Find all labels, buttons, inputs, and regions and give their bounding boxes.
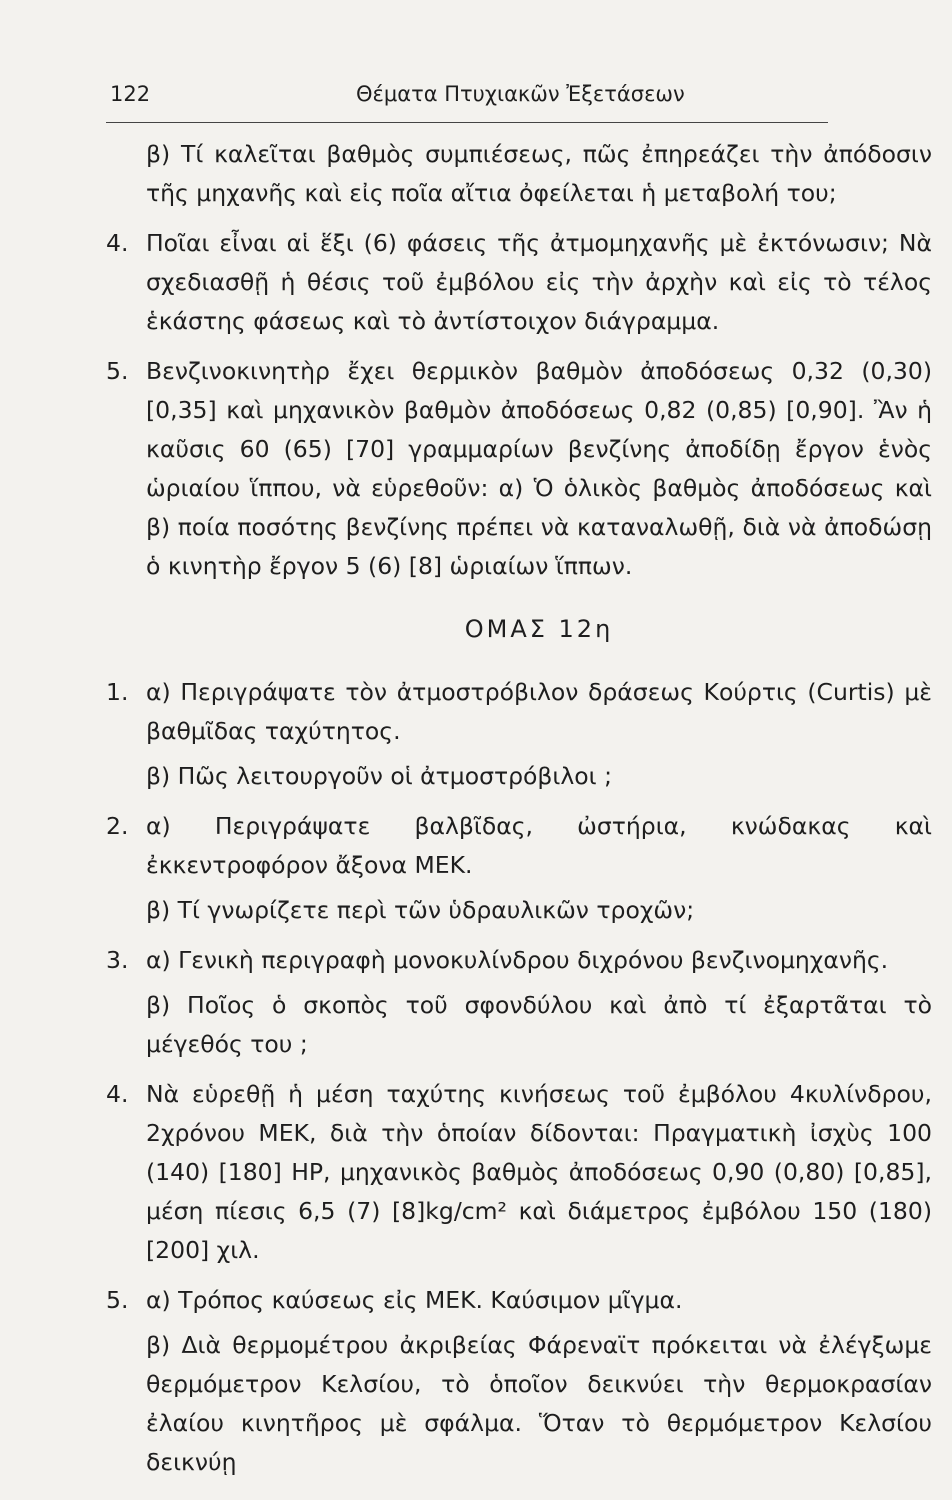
question-number: 5. [106, 357, 129, 385]
question-part: β) Πῶς λειτουργοῦν οἱ ἀτμοστρόβιλοι ; [146, 762, 613, 790]
page-header [108, 78, 828, 110]
question-item [106, 941, 932, 1064]
section-heading: ΟΜΑΣ 12η [464, 615, 614, 643]
body-text [106, 135, 932, 1493]
page-number: 122 [110, 82, 151, 106]
question-text: Βενζινοκινητὴρ ἔχει θερμικὸν βαθμὸν ἀποδόσεως 0,32 (0,30) [0,35] καὶ μηχανικὸν βαθμὸν ἀποδόσεως 0,82 (0,85) [0,90]. Ἂν ἡ καῦσις 60 (65) [70] γραμμαρίων βενζίνης ἀποδίδῃ ἔργον ἑνὸς ὡριαίου ἵππου, νὰ εὑρεθοῦν: α) Ὁ ὁλικὸς βαθμὸς ἀποδόσεως καὶ β) ποία ποσότης βενζίνης πρέπει νὰ καταναλωθῇ, διὰ νὰ ἀποδώσῃ ὁ κινητὴρ ἔργον 5 (6) [8] ὡριαίων ἵππων. [146, 357, 932, 580]
question-number: 4. [106, 1080, 129, 1108]
question-text: Νὰ εὑρεθῇ ἡ μέση ταχύτης κινήσεως τοῦ ἐμβόλου 4κυλίνδρου, 2χρόνου ΜΕΚ, διὰ τὴν ὁποίαν δίδονται: Πραγματικὴ ἰσχὺς 100 (140) [180] HP, μηχανικὸς βαθμὸς ἀποδόσεως 0,90 (0,80) [0,85], μέση πίεσις 6,5 (7) [8]kg/cm² καὶ διάμετρος ἐμβόλου 150 (180) [200] χιλ. [146, 1080, 932, 1264]
continued-question: β) Τί καλεῖται βαθμὸς συμπιέσεως, πῶς ἐπηρεάζει τὴν ἀπόδοσιν τῆς μηχανῆς καὶ εἰς ποῖα αἴτια ὀφείλεται ἡ μεταβολή του; [146, 140, 932, 207]
question-number: 3. [106, 946, 129, 974]
question-part: α) Περιγράψατε βαλβῖδας, ὠστήρια, κνώδακας καὶ ἐκκεντροφόρον ἄξονα ΜΕΚ. [146, 812, 932, 879]
question-part: β) Διὰ θερμομέτρου ἀκριβείας Φάρεναϊτ πρόκειται νὰ ἐλέγξωμε θερμόμετρον Κελσίου, τὸ ὁποῖον δεικνύει τὴν θερμοκρασίαν ἐλαίου κινητῆρος μὲ σφάλμα. Ὅταν τὸ θερμόμετρον Κελσίου δεικνύῃ [146, 1331, 932, 1476]
question-part: α) Γενικὴ περιγραφὴ μονοκυλίνδρου διχρόνου βενζινομηχανῆς. [146, 946, 889, 974]
question-part: β) Τί γνωρίζετε περὶ τῶν ὑδραυλικῶν τροχῶν; [146, 896, 695, 924]
question-number: 2. [106, 812, 129, 840]
header-rule [106, 122, 828, 123]
question-number: 5. [106, 1286, 129, 1314]
question-number: 1. [106, 678, 129, 706]
question-item [106, 352, 932, 586]
question-item [106, 807, 932, 930]
previous-group-items [106, 224, 932, 586]
question-item [106, 673, 932, 796]
question-item [106, 1281, 932, 1482]
question-item [106, 1075, 932, 1270]
question-part: α) Περιγράψατε τὸν ἀτμοστρόβιλον δράσεως Κούρτις (Curtis) μὲ βαθμῖδας ταχύτητος. [146, 678, 932, 745]
question-item [106, 224, 932, 341]
running-title: Θέματα Πτυχιακῶν Ἐξετάσεων [356, 82, 685, 106]
question-number: 4. [106, 229, 129, 257]
group-12-items [106, 673, 932, 1482]
question-part: α) Τρόπος καύσεως εἰς ΜΕΚ. Καύσιμον μῖγμα. [146, 1286, 683, 1314]
question-text: Ποῖαι εἶναι αἱ ἕξι (6) φάσεις τῆς ἀτμομηχανῆς μὲ ἐκτόνωσιν; Νὰ σχεδιασθῇ ἡ θέσις τοῦ ἐμβόλου εἰς τὴν ἀρχὴν καὶ εἰς τὸ τέλος ἑκάστης φάσεως καὶ τὸ ἀντίστοιχον διάγραμμα. [146, 229, 932, 335]
question-part: β) Ποῖος ὁ σκοπὸς τοῦ σφονδύλου καὶ ἀπὸ τί ἐξαρτᾶται τὸ μέγεθός του ; [146, 991, 932, 1058]
